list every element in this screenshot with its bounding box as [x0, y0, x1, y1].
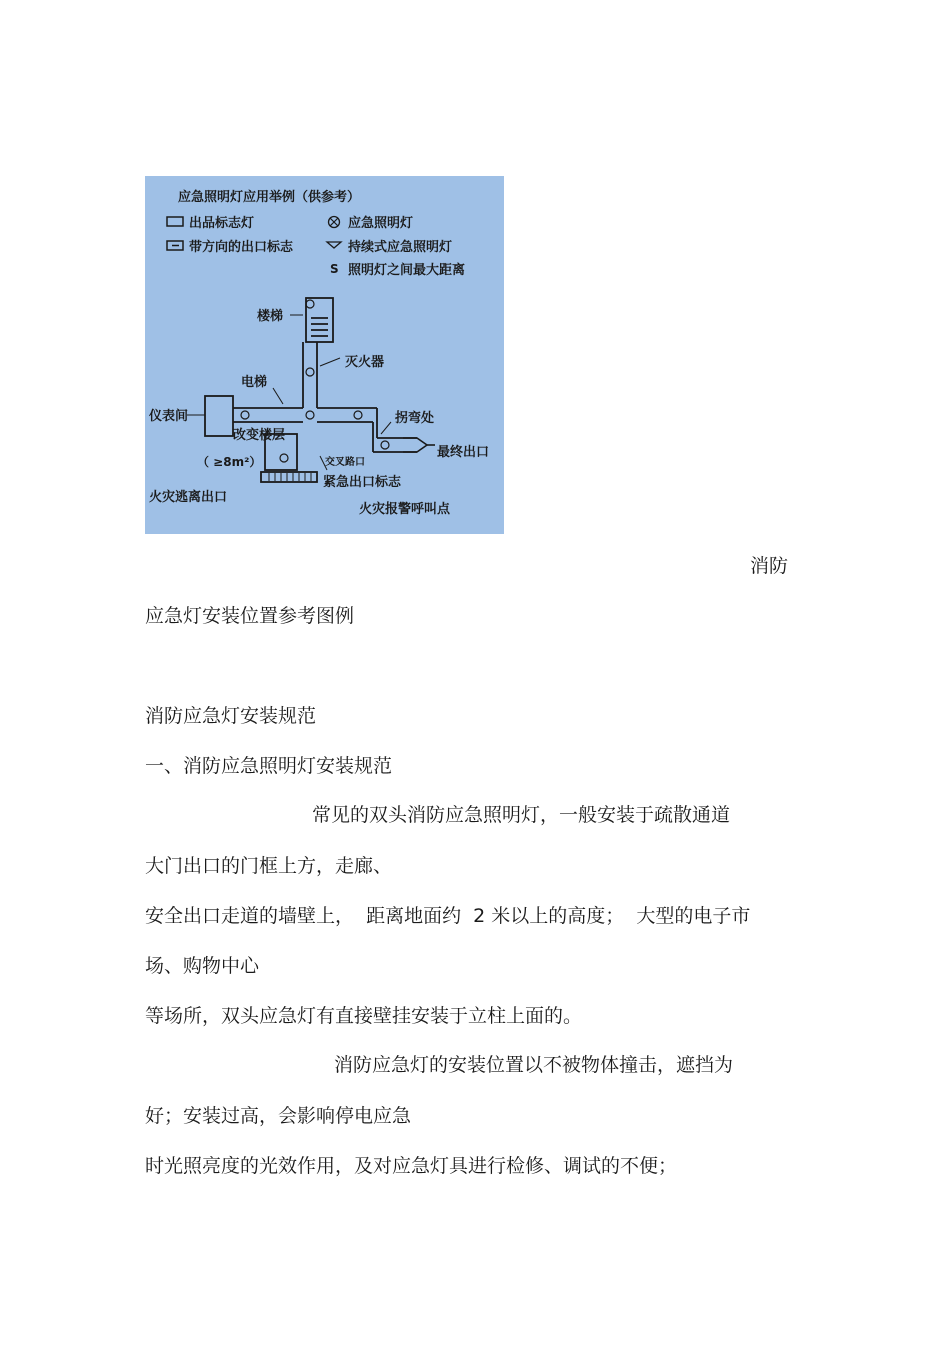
paragraph-1-line-2: 大门出口的门框上方，走廊、 — [145, 855, 393, 877]
label-alarm-point: 火灾报警呼叫点 — [359, 502, 451, 517]
emergency-light-symbol — [329, 217, 340, 228]
paragraph-2-line-1: 消防应急灯的安装位置以不被物体撞击，遮挡为 — [334, 1054, 734, 1076]
label-change-floor: 改变楼层 — [233, 428, 286, 443]
figure-caption: 应急灯安装位置参考图例 — [145, 605, 355, 627]
diagram-title: 应急照明灯应用举例（供参考） — [178, 190, 361, 205]
section-heading: 一、消防应急照明灯安装规范 — [145, 755, 393, 777]
figure-caption-start: 消防 — [750, 555, 789, 577]
paragraph-1-line-5: 等场所，双头应急灯有直接壁挂安装于立柱上面的。 — [145, 1005, 583, 1027]
label-fire-escape: 火灾逃离出口 — [149, 490, 228, 505]
label-crossing: 交叉路口 — [325, 457, 365, 468]
legend-exit-sign: 出品标志灯 — [189, 216, 255, 231]
exit-sign-symbol — [167, 217, 183, 226]
final-exit-arrow — [403, 438, 427, 452]
label-elevator: 电梯 — [241, 375, 268, 390]
legend-continuous-light: 持续式应急照明灯 — [348, 240, 453, 255]
paragraph-1-line-1: 常见的双头消防应急照明灯，一般安装于疏散通道 — [312, 804, 731, 826]
paragraph-2-line-3: 时光照亮度的光效作用，及对应急灯具进行检修、调试的不便； — [145, 1155, 678, 1177]
legend-emergency-light: 应急照明灯 — [348, 216, 414, 231]
label-final-exit: 最终出口 — [437, 445, 490, 460]
emergency-light-diagram — [145, 176, 504, 534]
label-extinguisher: 灭火器 — [345, 355, 385, 370]
legend-directional-exit: 带方向的出口标志 — [189, 240, 294, 255]
label-instrument-room: 仪表间 — [149, 409, 189, 424]
legend-max-distance: 照明灯之间最大距离 — [348, 263, 466, 278]
document-heading: 消防应急灯安装规范 — [145, 705, 317, 727]
label-area: （ ≥8m²） — [197, 455, 262, 469]
leader-lines — [187, 315, 391, 470]
label-emergency-exit-sign: 紧急出口标志 — [323, 475, 402, 490]
paragraph-1-line-3: 安全出口走道的墙壁上， 距离地面约 2 米以上的高度； 大型的电子市 — [145, 905, 751, 927]
s-symbol: S — [330, 262, 339, 276]
paragraph-2-line-2: 好；安装过高，会影响停电应急 — [145, 1105, 412, 1127]
escape-exit-ticks — [269, 473, 311, 481]
paragraph-1-line-4: 场、购物中心 — [145, 955, 260, 977]
label-corner: 拐弯处 — [395, 411, 435, 426]
label-stairs: 楼梯 — [257, 309, 284, 324]
continuous-light-symbol — [327, 242, 341, 248]
